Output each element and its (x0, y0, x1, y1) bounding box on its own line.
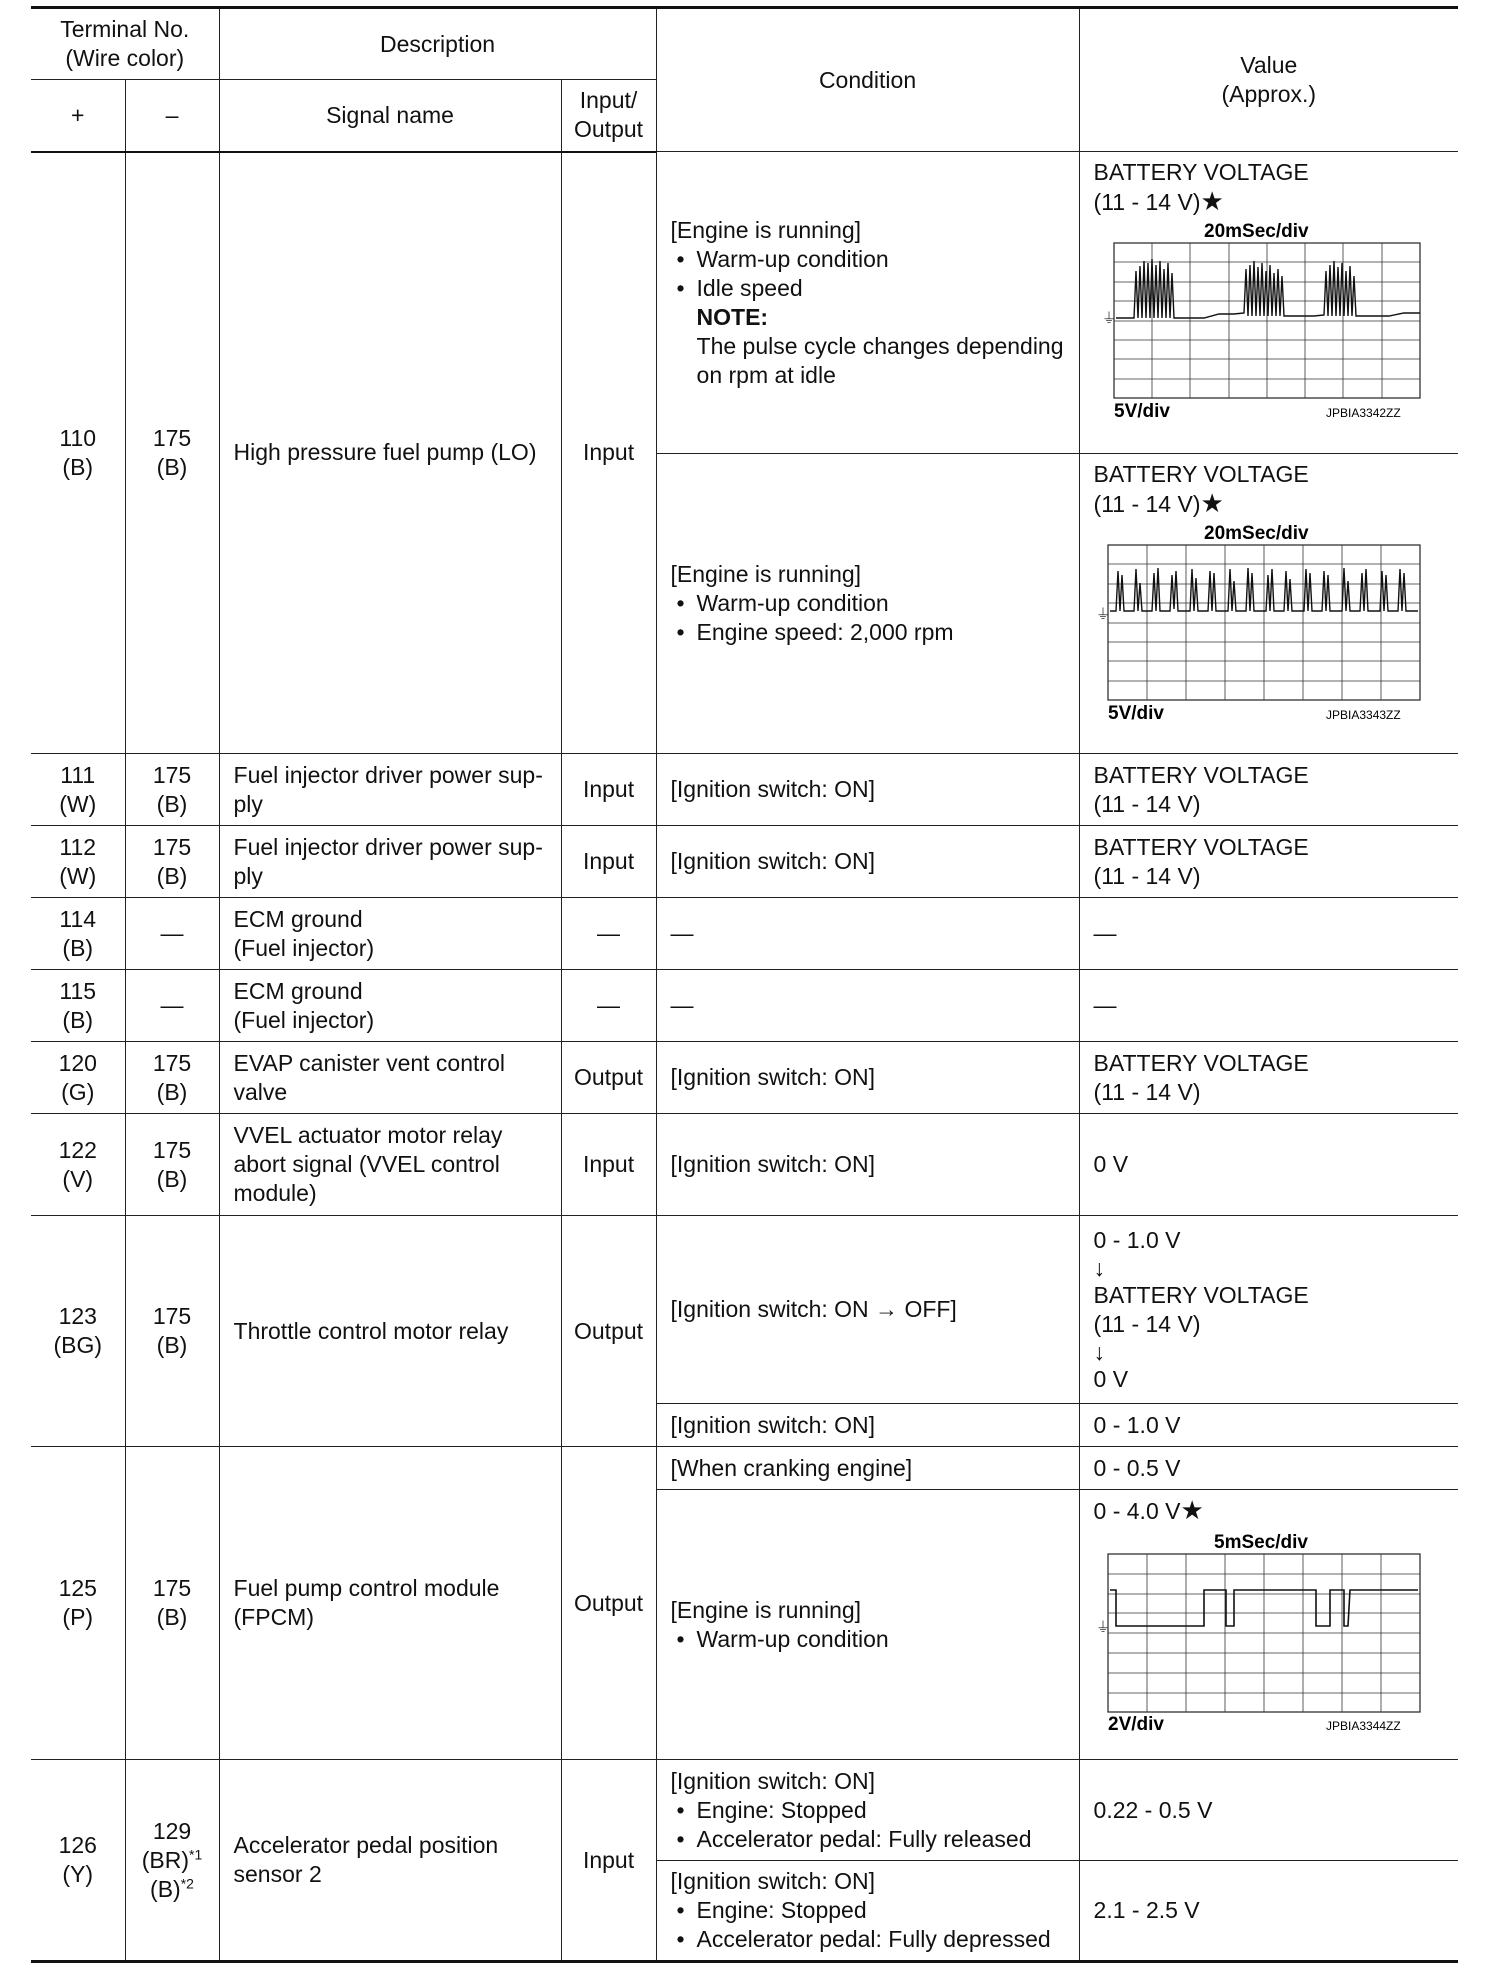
condition-cell: [Ignition switch: ON] (656, 1114, 1079, 1216)
terminal-number: 175 (152, 1136, 192, 1163)
condition-cell (656, 1760, 1079, 1861)
terminal-number: 114 (59, 905, 97, 932)
signal-name: Fuel injector driver power sup-ply (219, 826, 561, 898)
table-row (31, 1216, 1458, 1404)
condition-cell (656, 454, 1079, 754)
terminal-number: 175 (152, 424, 192, 451)
value-cell: 0.22 - 0.5 V (1079, 1760, 1458, 1861)
terminal-plus (31, 970, 125, 1042)
value-cell: 0 V (1079, 1114, 1458, 1216)
value-range: (11 - 14 V) (1093, 862, 1201, 889)
table-row (31, 152, 1458, 454)
wire-color: (W) (59, 862, 97, 889)
condition-heading: [Ignition switch: ON] (670, 1868, 876, 1894)
header-wire-color-label: (Wire color) (65, 45, 185, 71)
value-cell (1079, 1042, 1458, 1114)
signal-name: High pressure fuel pump (LO) (219, 152, 561, 754)
scope-volt-div: 2V/div (1107, 1714, 1164, 1735)
input-output: Input (561, 826, 656, 898)
condition-cell: [Ignition switch: ON] (656, 754, 1079, 826)
value-range: 0 - 4.0 V (1093, 1498, 1181, 1524)
header-output-label: Output (574, 116, 644, 143)
input-output: Output (561, 1447, 656, 1760)
wire-color: (G) (61, 1078, 95, 1105)
terminal-minus: — (125, 970, 219, 1042)
wire-color: (Y) (62, 1861, 94, 1887)
terminal-minus (125, 1114, 219, 1216)
condition-item: • Warm-up condition (697, 589, 1065, 618)
header-description: Description (219, 8, 656, 80)
condition-item: • Warm-up condition (697, 245, 1065, 274)
header-signal-name: Signal name (219, 80, 561, 152)
value-text: 0 V (1093, 1365, 1129, 1392)
terminal-plus (31, 1216, 125, 1447)
figure-code: JPBIA3344ZZ (1325, 1719, 1401, 1733)
terminal-plus (31, 754, 125, 826)
scope-time-div: 20mSec/div (1203, 523, 1309, 544)
wire-color: (B) (156, 862, 188, 889)
header-value (1079, 8, 1458, 152)
footnote-ref: *2 (180, 1874, 194, 1891)
terminal-number: 111 (60, 761, 96, 788)
terminal-plus (31, 152, 125, 754)
wire-color: (B) (156, 1332, 188, 1358)
signal-name (219, 970, 561, 1042)
value-text: BATTERY VOLTAGE (1093, 159, 1309, 185)
wire-color: (B) (156, 790, 188, 817)
value-text: 0 - 1.0 V (1093, 1226, 1181, 1253)
wire-color: (P) (62, 1604, 94, 1630)
oscilloscope-waveform (1094, 523, 1424, 723)
input-output: Input (561, 152, 656, 754)
value-cell: 0 - 0.5 V (1079, 1447, 1458, 1490)
table-row (31, 826, 1458, 898)
condition-heading: [Engine is running] (670, 1596, 862, 1623)
condition-cell (656, 1490, 1079, 1760)
signal-name-line: (Fuel injector) (233, 1006, 375, 1033)
footnote-ref: *1 (189, 1845, 203, 1862)
input-output: Output (561, 1216, 656, 1447)
table-row (31, 970, 1458, 1042)
condition-item: • Warm-up condition (697, 1625, 1065, 1654)
figure-code: JPBIA3343ZZ (1325, 708, 1401, 722)
signal-name: EVAP canister vent control valve (219, 1042, 561, 1114)
header-condition: Condition (656, 8, 1079, 152)
signal-name: Fuel injector driver power sup-ply (219, 754, 561, 826)
header-input-label: Input/ (579, 87, 638, 114)
terminal-plus (31, 1760, 125, 1962)
star-icon: ★ (1200, 186, 1224, 216)
input-output: Input (561, 1114, 656, 1216)
signal-name: Fuel pump control module (FPCM) (219, 1447, 561, 1760)
terminal-minus (125, 1760, 219, 1962)
condition-item: • Engine: Stopped (697, 1796, 1065, 1825)
wire-color: (B) (156, 1165, 188, 1192)
condition-cell: — (656, 898, 1079, 970)
wire-color: (V) (62, 1165, 94, 1192)
value-text: BATTERY VOLTAGE (1093, 1281, 1309, 1308)
condition-cell: [When cranking engine] (656, 1447, 1079, 1490)
condition-cell: [Ignition switch: ON] (656, 1042, 1079, 1114)
table-row (31, 1114, 1458, 1216)
wire-color: (W) (59, 790, 97, 817)
scope-time-div: 20mSec/div (1203, 221, 1309, 242)
value-cell (1079, 1216, 1458, 1404)
terminal-plus (31, 826, 125, 898)
terminal-number: 112 (59, 833, 97, 860)
condition-list (671, 245, 1065, 303)
terminal-plus (31, 1114, 125, 1216)
condition-item: • Idle speed (697, 274, 1065, 303)
down-arrow-icon: ↓ (1093, 1338, 1106, 1365)
condition-heading: [Engine is running] (670, 216, 862, 243)
terminal-minus (125, 754, 219, 826)
value-range: (11 - 14 V) (1093, 790, 1201, 817)
terminal-number: 122 (58, 1136, 97, 1163)
header-terminal-no (31, 8, 219, 80)
value-range: (11 - 14 V) (1093, 491, 1201, 517)
scope-volt-div: 5V/div (1107, 703, 1164, 723)
condition-item: • Engine speed: 2,000 rpm (697, 618, 1065, 647)
input-output: Input (561, 754, 656, 826)
signal-name: VVEL actuator motor relay abort signal (VVEL control module) (219, 1114, 561, 1216)
scope-trace (1116, 259, 1420, 318)
wire-color: (B) (156, 453, 188, 480)
header-terminal-label: Terminal No. (60, 16, 190, 42)
value-cell: 2.1 - 2.5 V (1079, 1861, 1458, 1962)
condition-list (671, 1625, 1065, 1654)
terminal-plus (31, 1447, 125, 1760)
ecm-terminal-table (31, 6, 1458, 1963)
value-cell: — (1079, 898, 1458, 970)
value-text: BATTERY VOLTAGE (1093, 761, 1309, 788)
terminal-minus (125, 1216, 219, 1447)
terminal-number: 175 (152, 1049, 192, 1076)
signal-name: Accelerator pedal position sensor 2 (219, 1760, 561, 1962)
wire-color: (BR) (141, 1846, 190, 1873)
value-text: BATTERY VOLTAGE (1093, 1049, 1309, 1076)
condition-item: • Accelerator pedal: Fully depressed (697, 1925, 1065, 1954)
input-output: — (561, 970, 656, 1042)
terminal-number: 115 (59, 977, 97, 1004)
condition-cell: [Ignition switch: ON] (656, 1404, 1079, 1447)
terminal-minus (125, 826, 219, 898)
wire-color: (B) (156, 1078, 188, 1105)
terminal-minus (125, 1447, 219, 1760)
input-output: Output (561, 1042, 656, 1114)
condition-list (671, 589, 1065, 647)
input-output: — (561, 898, 656, 970)
terminal-number: 126 (58, 1832, 97, 1858)
oscilloscope-waveform (1094, 221, 1424, 421)
condition-item: • Accelerator pedal: Fully released (697, 1825, 1065, 1854)
condition-list (671, 1896, 1065, 1954)
scope-volt-div: 5V/div (1113, 401, 1170, 421)
scope-grid (1108, 1554, 1420, 1712)
signal-name (219, 898, 561, 970)
terminal-plus (31, 1042, 125, 1114)
condition-cell (656, 152, 1079, 454)
table-row (31, 754, 1458, 826)
ground-icon: ⏚ (1101, 310, 1116, 326)
terminal-minus (125, 1042, 219, 1114)
wire-color: (B) (62, 453, 94, 480)
wire-color: (B) (62, 1006, 94, 1033)
terminal-number: 129 (152, 1817, 192, 1844)
signal-name-line: ECM ground (233, 905, 363, 932)
terminal-minus: — (125, 898, 219, 970)
wire-color: (B) (150, 1875, 181, 1902)
down-arrow-icon: ↓ (1093, 1254, 1106, 1281)
terminal-plus (31, 898, 125, 970)
condition-cell: — (656, 970, 1079, 1042)
header-value-label: Value (1240, 52, 1298, 78)
terminal-number: 123 (58, 1303, 97, 1329)
value-text: BATTERY VOLTAGE (1093, 461, 1309, 487)
star-icon: ★ (1180, 1495, 1204, 1525)
scope-time-div: 5mSec/div (1213, 1532, 1308, 1553)
condition-heading: [Ignition switch: ON] (670, 1767, 876, 1794)
header-input-output (561, 80, 656, 152)
condition-cell (656, 1861, 1079, 1962)
terminal-minus (125, 152, 219, 754)
value-cell: 0 - 1.0 V (1079, 1404, 1458, 1447)
wire-color: (B) (156, 1604, 188, 1630)
signal-name: Throttle control motor relay (219, 1216, 561, 1447)
header-row-1 (31, 8, 1458, 80)
header-approx-label: (Approx.) (1221, 81, 1317, 107)
value-cell (1079, 152, 1458, 454)
value-cell (1079, 754, 1458, 826)
terminal-number: 175 (152, 761, 192, 788)
table-row (31, 1042, 1458, 1114)
value-cell: — (1079, 970, 1458, 1042)
terminal-table-container (31, 6, 1458, 1963)
value-text: BATTERY VOLTAGE (1093, 833, 1309, 860)
value-range: (11 - 14 V) (1093, 1078, 1201, 1105)
terminal-number: 175 (152, 1303, 192, 1329)
oscilloscope-waveform (1094, 1530, 1424, 1735)
terminal-number: 110 (59, 424, 97, 451)
ground-icon: ⏚ (1095, 1619, 1110, 1635)
condition-heading: [Engine is running] (670, 561, 862, 587)
figure-code: JPBIA3342ZZ (1325, 406, 1401, 420)
header-plus: + (31, 80, 125, 152)
signal-name-line: ECM ground (233, 977, 363, 1004)
value-cell (1079, 1490, 1458, 1760)
wire-color: (B) (62, 934, 94, 961)
condition-item: • Engine: Stopped (697, 1896, 1065, 1925)
terminal-number: 120 (58, 1049, 97, 1076)
table-row (31, 1447, 1458, 1490)
terminal-number: 175 (152, 1575, 192, 1601)
input-output: Input (561, 1760, 656, 1962)
star-icon: ★ (1200, 488, 1224, 518)
scope-grid (1108, 545, 1420, 700)
terminal-number: 175 (152, 833, 192, 860)
condition-cell: [Ignition switch: ON] (656, 826, 1079, 898)
value-cell (1079, 454, 1458, 754)
ground-icon: ⏚ (1095, 606, 1110, 622)
value-range: (11 - 14 V) (1093, 189, 1201, 215)
terminal-number: 125 (58, 1575, 97, 1601)
value-cell (1079, 826, 1458, 898)
signal-name-line: (Fuel injector) (233, 934, 375, 961)
wire-color: (BG) (53, 1332, 103, 1358)
condition-list (671, 1796, 1065, 1854)
table-row (31, 1760, 1458, 1861)
value-range: (11 - 14 V) (1093, 1310, 1201, 1337)
condition-cell: [Ignition switch: ON → OFF] (656, 1216, 1079, 1404)
note-heading: NOTE: (696, 303, 769, 330)
header-minus: – (125, 80, 219, 152)
table-row (31, 898, 1458, 970)
note-text: The pulse cycle changes depending on rpm at idle (696, 332, 1064, 388)
